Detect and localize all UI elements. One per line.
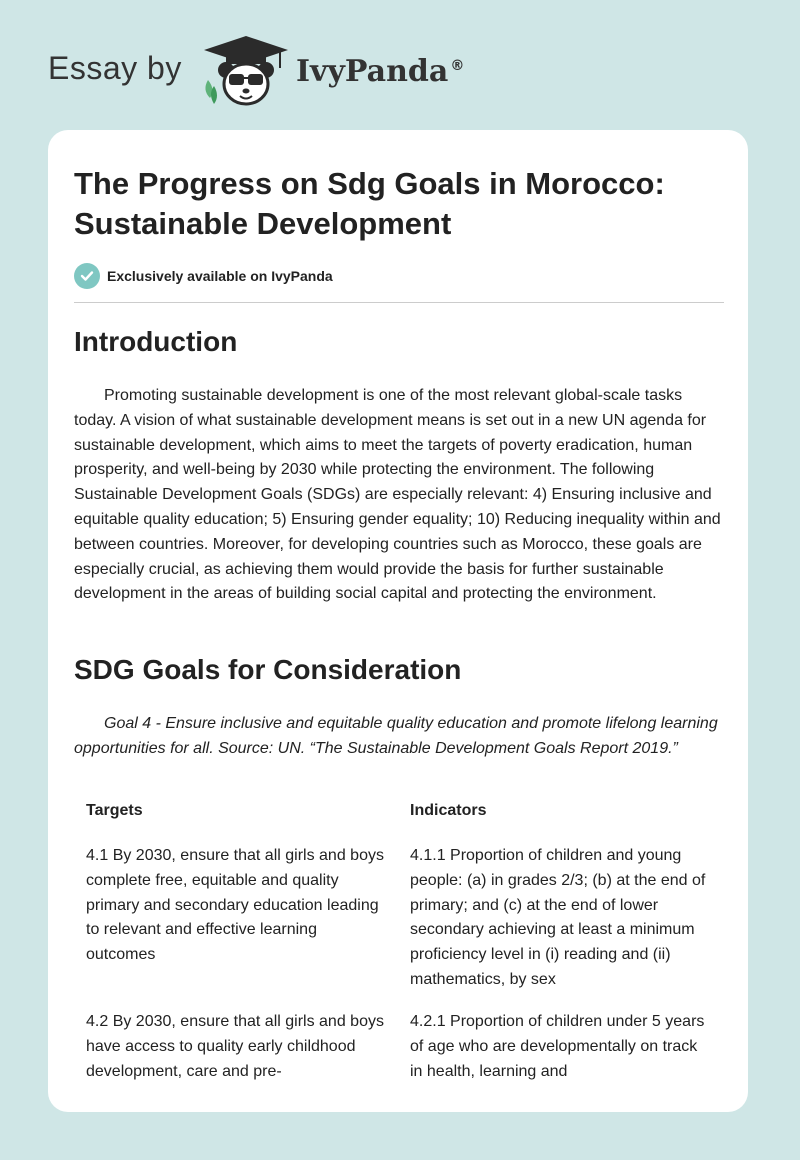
brand-prefix: Essay by: [48, 50, 182, 86]
goal-caption: Goal 4 - Ensure inclusive and equitable quality education and promote lifelong learning opportunities for all. Source: UN. “The Sustainable Development Goals Report 2019.”: [74, 715, 718, 757]
check-icon: [74, 263, 100, 289]
panda-logo-icon[interactable]: [200, 34, 292, 110]
table-cell-target: 4.1 By 2030, ensure that all girls and boys complete free, equitable and quality primary and secondary education leading to relevant and effective learning outcomes: [86, 847, 384, 964]
exclusive-badge: [74, 262, 333, 290]
site-header: [0, 0, 800, 130]
table-cell-target: 4.2 By 2030, ensure that all girls and boys have access to quality early childhood development, care and pre-: [86, 1013, 384, 1080]
section-heading-sdg-goals: SDG Goals for Consideration: [74, 654, 462, 685]
table-cell-indicator: 4.1.1 Proportion of children and young people: (a) in grades 2/3; (b) at the end of primary; and (c) at the end of lower secondary achieving at least a minimum proficiency level in (i) reading and (ii) mathematics, by sex: [410, 847, 706, 988]
brand-name[interactable]: IvyPanda ®: [296, 54, 465, 89]
divider: [74, 302, 724, 303]
introduction-paragraph: Promoting sustainable development is one of the most relevant global-scale tasks today. A vision of what sustainable development means is set out in a new UN agenda for sustainable development, which aims to meet the targets of poverty eradication, human prosperity, and well-being by 2030 while protecting the environment. The following Sustainable Development Goals (SDGs) are especially relevant: 4) Ensuring inclusive and equitable quality education; 5) Ensuring gender equality; 10) Reducing inequality within and between countries. Moreover, for developing countries such as Morocco, these goals are especially crucial, as achieving them would provide the basis for further sustainable development in the areas of building social capital and protecting the environment.: [74, 387, 721, 603]
registered-mark: ®: [450, 58, 465, 74]
table-header-targets: Targets: [86, 802, 143, 819]
table-header-indicators: Indicators: [410, 802, 487, 819]
essay-card: [48, 130, 748, 1112]
exclusive-badge-label: Exclusively available on IvyPanda: [107, 268, 333, 284]
section-heading-introduction: Introduction: [74, 326, 238, 357]
table-cell-indicator: 4.2.1 Proportion of children under 5 years of age who are developmentally on track in health, learning and: [410, 1013, 705, 1080]
page-title: The Progress on Sdg Goals in Morocco: Sustainable Development: [74, 166, 665, 241]
